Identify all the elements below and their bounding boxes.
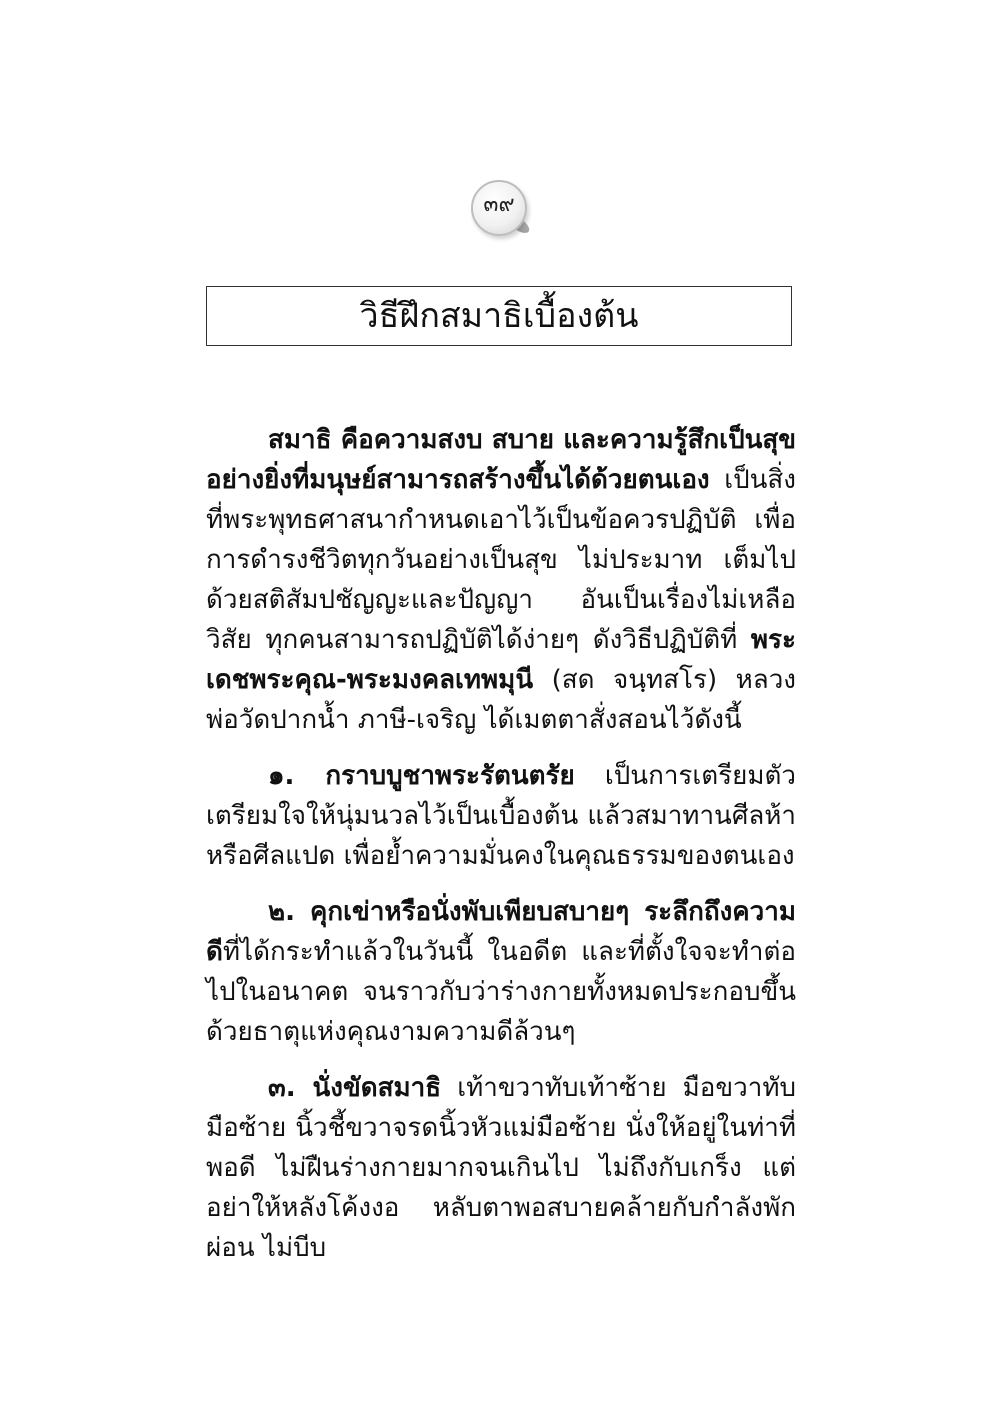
page-title: วิธีฝึกสมาธิเบื้องต้น xyxy=(359,296,639,336)
intro-text-2: (สด จนฺทสโร) หลวงพ่อวัดปากน้ำ ภาษี-เจริญ ได้เมตตาสั่งสอนไว้ดังนี้ xyxy=(206,665,796,735)
step-1-text: เป็นการเตรียมตัว เตรียมใจให้นุ่มนวลไว้เป็นเบื้องต้น แล้วสมาทานศีลห้าหรือศีลแปด เพื่อย้ำความมั่นคงในคุณธรรมของตนเอง xyxy=(206,761,796,871)
step-2-paragraph xyxy=(206,892,796,1052)
step-3-heading: ๓. นั่งขัดสมาธิ xyxy=(268,1073,442,1103)
step-2-text: ที่ได้กระทำแล้วในวันนี้ ในอดีต และที่ตั้งใจจะทำต่อไปในอนาคต จนราวกับว่าร่างกายทั้งหมดประกอบขึ้นด้วยธาตุแห่งคุณงามความดีล้วนๆ xyxy=(206,937,796,1047)
page-number: ๓๙ xyxy=(483,192,515,217)
page-number-badge xyxy=(471,180,533,248)
body-text xyxy=(206,420,796,1284)
step-2-heading: ๒. คุกเข่าหรือนั่งพับเพียบสบายๆ ระลึกถึงความดี xyxy=(206,897,796,967)
intro-bold-lead: สมาธิ คือความสงบ สบาย และความรู้สึกเป็นสุขอย่างยิ่งที่มนุษย์สามารถสร้างขึ้นได้ด้วยตนเอง xyxy=(206,425,796,495)
intro-bold-name: พระเดชพระคุณ-พระมงคลเทพมุนี xyxy=(206,625,796,695)
step-1-heading: ๑. กราบบูชาพระรัตนตรัย xyxy=(268,761,575,791)
step-3-text: เท้าขวาทับเท้าซ้าย มือขวาทับมือซ้าย นิ้วชี้ขวาจรดนิ้วหัวแม่มือซ้าย นั่งให้อยู่ในท่าที่พอดี ไม่ฝืนร่างกายมากจนเกินไป ไม่ถึงกับเกร็ง แต่อย่าให้หลังโค้งงอ หลับตาพอสบายคล้ายกับกำลังพักผ่อน ไม่บีบ xyxy=(206,1073,796,1263)
intro-paragraph xyxy=(206,420,796,740)
intro-text-1: เป็นสิ่งที่พระพุทธศาสนากำหนดเอาไว้เป็นข้อควรปฏิบัติ เพื่อการดำรงชีวิตทุกวันอย่างเป็นสุข ไม่ประมาท เต็มไปด้วยสติสัมปชัญญะและปัญญา อันเป็นเรื่องไม่เหลือวิสัย ทุกคนสามารถปฏิบัติได้ง่ายๆ ดังวิธีปฏิบัติที่ xyxy=(206,465,796,655)
step-1-paragraph xyxy=(206,756,796,876)
step-3-paragraph xyxy=(206,1068,796,1268)
title-box xyxy=(206,286,792,346)
